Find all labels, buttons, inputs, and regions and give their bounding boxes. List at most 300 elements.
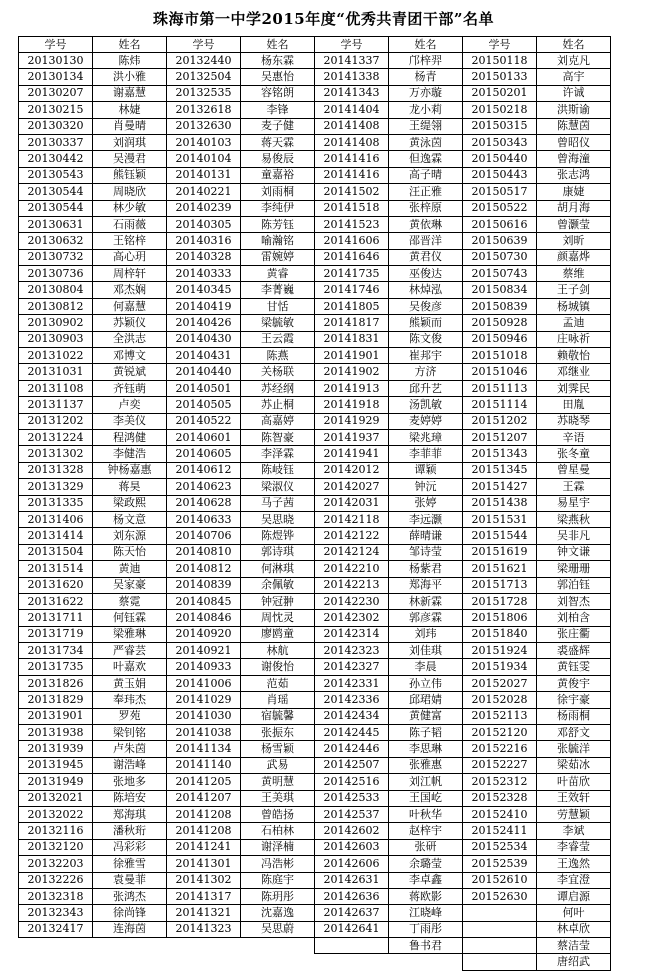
table-row <box>19 790 611 806</box>
student-name-cell: 劳慧颖 <box>537 806 611 822</box>
student-id-cell: 20142603 <box>315 839 389 855</box>
student-id-cell <box>19 938 93 954</box>
student-id-cell: 20131829 <box>19 692 93 708</box>
student-id-cell: 20142537 <box>315 806 389 822</box>
student-id-cell: 20150928 <box>463 315 537 331</box>
student-id-cell: 20151531 <box>463 511 537 527</box>
table-row <box>19 348 611 364</box>
student-id-cell: 20131406 <box>19 511 93 527</box>
student-id-cell: 20131711 <box>19 610 93 626</box>
student-name-cell: 黄睿 <box>241 266 315 282</box>
student-name-cell: 何淋琪 <box>241 561 315 577</box>
column-header: 姓名 <box>93 37 167 53</box>
student-name-cell: 陈煜铧 <box>241 528 315 544</box>
student-id-cell: 20142213 <box>315 577 389 593</box>
table-row <box>19 954 611 970</box>
student-name-cell: 孟迪 <box>537 315 611 331</box>
student-id-cell: 20130732 <box>19 249 93 265</box>
student-name-cell: 谢浩峰 <box>93 757 167 773</box>
student-id-cell: 20150133 <box>463 69 537 85</box>
student-id-cell: 20142533 <box>315 790 389 806</box>
student-id-cell: 20130736 <box>19 266 93 282</box>
student-name-cell: 陈天怡 <box>93 544 167 560</box>
student-id-cell: 20130902 <box>19 315 93 331</box>
student-id-cell: 20152630 <box>463 888 537 904</box>
column-header: 姓名 <box>241 37 315 53</box>
student-id-cell: 20141502 <box>315 184 389 200</box>
student-name-cell: 郑海琪 <box>93 806 167 822</box>
table-row <box>19 905 611 921</box>
student-name-cell: 李斌 <box>537 823 611 839</box>
student-name-cell: 曾昭仪 <box>537 134 611 150</box>
student-name-cell <box>389 954 463 970</box>
table-row <box>19 544 611 560</box>
student-name-cell: 李健浩 <box>93 446 167 462</box>
table-row <box>19 561 611 577</box>
student-id-cell <box>167 954 241 970</box>
student-name-cell: 宿毓馨 <box>241 708 315 724</box>
student-name-cell: 陈智豪 <box>241 429 315 445</box>
student-name-cell: 苏经纲 <box>241 380 315 396</box>
student-id-cell: 20150834 <box>463 282 537 298</box>
student-id-cell: 20131622 <box>19 593 93 609</box>
student-id-cell: 20150839 <box>463 298 537 314</box>
student-name-cell: 熊钰颖 <box>93 167 167 183</box>
header-row <box>19 37 611 53</box>
student-name-cell: 王云霞 <box>241 331 315 347</box>
student-id-cell: 20142118 <box>315 511 389 527</box>
student-name-cell: 易俊辰 <box>241 151 315 167</box>
student-name-cell: 曾海潼 <box>537 151 611 167</box>
table-row <box>19 364 611 380</box>
student-name-cell: 邱珺婧 <box>389 692 463 708</box>
student-name-cell: 冯浩彬 <box>241 856 315 872</box>
student-name-cell: 唐绍武 <box>537 954 611 970</box>
student-id-cell: 20130903 <box>19 331 93 347</box>
student-id-cell: 20140305 <box>167 216 241 232</box>
student-name-cell: 黄健富 <box>389 708 463 724</box>
table-row <box>19 134 611 150</box>
student-name-cell: 麦子健 <box>241 118 315 134</box>
student-name-cell: 邱升艺 <box>389 380 463 396</box>
student-id-cell: 20151114 <box>463 397 537 413</box>
student-name-cell: 李思琳 <box>389 741 463 757</box>
student-id-cell: 20131031 <box>19 364 93 380</box>
student-id-cell: 20140812 <box>167 561 241 577</box>
student-name-cell: 汤凯敏 <box>389 397 463 413</box>
student-id-cell: 20150743 <box>463 266 537 282</box>
student-id-cell: 20150201 <box>463 85 537 101</box>
table-row <box>19 102 611 118</box>
student-id-cell: 20151343 <box>463 446 537 462</box>
student-name-cell: 谭颖 <box>389 462 463 478</box>
student-name-cell: 李泽霖 <box>241 446 315 462</box>
student-name-cell: 刘玮 <box>389 626 463 642</box>
student-id-cell: 20142631 <box>315 872 389 888</box>
student-name-cell: 刘昕 <box>537 233 611 249</box>
student-id-cell: 20141404 <box>315 102 389 118</box>
student-id-cell: 20140601 <box>167 429 241 445</box>
student-id-cell: 20130543 <box>19 167 93 183</box>
student-name-cell: 赖敬怡 <box>537 348 611 364</box>
student-id-cell: 20142636 <box>315 888 389 904</box>
student-id-cell: 20141029 <box>167 692 241 708</box>
student-name-cell: 邝梓羿 <box>389 53 463 69</box>
student-name-cell: 康婕 <box>537 184 611 200</box>
student-id-cell: 20141323 <box>167 921 241 937</box>
student-id-cell: 20142122 <box>315 528 389 544</box>
student-name-cell: 何叶 <box>537 905 611 921</box>
student-id-cell: 20151113 <box>463 380 537 396</box>
table-row <box>19 626 611 642</box>
student-id-cell: 20141208 <box>167 823 241 839</box>
student-name-cell: 李美仪 <box>93 413 167 429</box>
student-name-cell: 梁毓敏 <box>241 315 315 331</box>
student-id-cell: 20151207 <box>463 429 537 445</box>
student-name-cell: 钟文谦 <box>537 544 611 560</box>
student-id-cell: 20140921 <box>167 643 241 659</box>
student-name-cell: 赵梓宇 <box>389 823 463 839</box>
student-name-cell: 童嘉裕 <box>241 167 315 183</box>
student-id-cell: 20152410 <box>463 806 537 822</box>
student-id-cell: 20132504 <box>167 69 241 85</box>
student-id-cell: 20141205 <box>167 774 241 790</box>
student-id-cell: 20150443 <box>463 167 537 183</box>
student-name-cell: 余佩敏 <box>241 577 315 593</box>
student-id-cell: 20140103 <box>167 134 241 150</box>
student-name-cell: 陈培安 <box>93 790 167 806</box>
table-row <box>19 511 611 527</box>
student-id-cell: 20131620 <box>19 577 93 593</box>
table-row <box>19 249 611 265</box>
student-name-cell: 杨紫君 <box>389 561 463 577</box>
table-row <box>19 282 611 298</box>
table-row <box>19 856 611 872</box>
student-name-cell: 陈炜 <box>93 53 167 69</box>
student-name-cell: 鲁书君 <box>389 938 463 954</box>
student-id-cell: 20142323 <box>315 643 389 659</box>
student-id-cell: 20142230 <box>315 593 389 609</box>
student-id-cell: 20150639 <box>463 233 537 249</box>
student-name-cell: 龙小莉 <box>389 102 463 118</box>
student-name-cell: 吴非凡 <box>537 528 611 544</box>
student-name-cell: 梁茹冰 <box>537 757 611 773</box>
student-name-cell: 周梓轩 <box>93 266 167 282</box>
student-name-cell: 陈庭宇 <box>241 872 315 888</box>
student-name-cell: 黄玉娟 <box>93 675 167 691</box>
student-id-cell: 20150517 <box>463 184 537 200</box>
student-name-cell: 谢俊怡 <box>241 659 315 675</box>
student-id-cell: 20140810 <box>167 544 241 560</box>
student-id-cell: 20150616 <box>463 216 537 232</box>
student-name-cell: 林卓欣 <box>537 921 611 937</box>
student-id-cell: 20152534 <box>463 839 537 855</box>
student-name-cell: 沈嘉逸 <box>241 905 315 921</box>
student-name-cell: 熊颖而 <box>389 315 463 331</box>
student-id-cell: 20152120 <box>463 725 537 741</box>
student-id-cell: 20131224 <box>19 429 93 445</box>
table-row <box>19 380 611 396</box>
student-name-cell: 李宜澄 <box>537 872 611 888</box>
student-id-cell: 20140612 <box>167 462 241 478</box>
student-name-cell: 吴思蔚 <box>241 921 315 937</box>
student-id-cell: 20152027 <box>463 675 537 691</box>
student-name-cell: 方济 <box>389 364 463 380</box>
student-name-cell: 杨雨桐 <box>537 708 611 724</box>
student-name-cell: 梁钊铭 <box>93 725 167 741</box>
student-id-cell: 20151621 <box>463 561 537 577</box>
student-id-cell: 20140706 <box>167 528 241 544</box>
table-row <box>19 446 611 462</box>
student-id-cell: 20141343 <box>315 85 389 101</box>
student-name-cell: 马子茜 <box>241 495 315 511</box>
student-name-cell: 关杨联 <box>241 364 315 380</box>
student-id-cell: 20141929 <box>315 413 389 429</box>
student-name-cell: 谢嘉慧 <box>93 85 167 101</box>
student-id-cell: 20142336 <box>315 692 389 708</box>
student-id-cell: 20132417 <box>19 921 93 937</box>
student-name-cell: 陈慧茵 <box>537 118 611 134</box>
student-name-cell: 杨雪颖 <box>241 741 315 757</box>
student-id-cell: 20130544 <box>19 200 93 216</box>
student-name-cell: 蒋天霖 <box>241 134 315 150</box>
student-id-cell: 20142331 <box>315 675 389 691</box>
student-id-cell: 20150946 <box>463 331 537 347</box>
student-id-cell <box>167 938 241 954</box>
student-name-cell <box>241 954 315 970</box>
student-name-cell: 吴思晓 <box>241 511 315 527</box>
student-name-cell: 曾皓扬 <box>241 806 315 822</box>
student-id-cell: 20141207 <box>167 790 241 806</box>
student-id-cell: 20130337 <box>19 134 93 150</box>
student-name-cell: 杨文意 <box>93 511 167 527</box>
student-id-cell: 20130134 <box>19 69 93 85</box>
table-row <box>19 315 611 331</box>
student-id-cell: 20140239 <box>167 200 241 216</box>
student-name-cell: 胡月海 <box>537 200 611 216</box>
student-id-cell: 20142210 <box>315 561 389 577</box>
student-id-cell: 20140430 <box>167 331 241 347</box>
student-id-cell: 20132226 <box>19 872 93 888</box>
student-name-cell: 陈玥彤 <box>241 888 315 904</box>
student-id-cell: 20141902 <box>315 364 389 380</box>
student-name-cell: 张冬童 <box>537 446 611 462</box>
student-id-cell: 20152328 <box>463 790 537 806</box>
table-row <box>19 921 611 937</box>
student-name-cell: 罗苑 <box>93 708 167 724</box>
student-name-cell: 杨城镇 <box>537 298 611 314</box>
student-id-cell: 20142302 <box>315 610 389 626</box>
column-header: 学号 <box>315 37 389 53</box>
student-name-cell: 黄明慧 <box>241 774 315 790</box>
student-id-cell: 20151202 <box>463 413 537 429</box>
student-id-cell: 20142641 <box>315 921 389 937</box>
student-id-cell: 20131202 <box>19 413 93 429</box>
student-id-cell: 20132630 <box>167 118 241 134</box>
student-id-cell: 20151924 <box>463 643 537 659</box>
student-id-cell: 20130632 <box>19 233 93 249</box>
table-row <box>19 429 611 445</box>
student-name-cell: 刘柏含 <box>537 610 611 626</box>
student-name-cell: 刘润琪 <box>93 134 167 150</box>
student-id-cell: 20132120 <box>19 839 93 855</box>
student-name-cell: 王国屹 <box>389 790 463 806</box>
student-name-cell: 徐雅雪 <box>93 856 167 872</box>
student-id-cell: 20131137 <box>19 397 93 413</box>
student-id-cell: 20141518 <box>315 200 389 216</box>
student-name-cell: 叶秋华 <box>389 806 463 822</box>
student-name-cell: 但逸霖 <box>389 151 463 167</box>
student-id-cell: 20141302 <box>167 872 241 888</box>
student-name-cell: 洪斯谕 <box>537 102 611 118</box>
student-id-cell: 20141918 <box>315 397 389 413</box>
student-name-cell: 邓舒文 <box>537 725 611 741</box>
student-name-cell: 容铭朗 <box>241 85 315 101</box>
table-row <box>19 823 611 839</box>
student-id-cell: 20131302 <box>19 446 93 462</box>
student-name-cell: 万亦璇 <box>389 85 463 101</box>
student-name-cell: 林婕 <box>93 102 167 118</box>
student-id-cell: 20141030 <box>167 708 241 724</box>
student-name-cell: 梁兆璋 <box>389 429 463 445</box>
student-name-cell: 薛晴谦 <box>389 528 463 544</box>
student-id-cell <box>315 954 389 970</box>
student-id-cell: 20151046 <box>463 364 537 380</box>
student-id-cell: 20131949 <box>19 774 93 790</box>
student-name-cell: 李菲菲 <box>389 446 463 462</box>
student-id-cell: 20151713 <box>463 577 537 593</box>
student-id-cell: 20141831 <box>315 331 389 347</box>
table-row <box>19 643 611 659</box>
student-name-cell: 苏颖仪 <box>93 315 167 331</box>
student-id-cell <box>463 921 537 937</box>
student-id-cell: 20140328 <box>167 249 241 265</box>
student-name-cell: 陈子韬 <box>389 725 463 741</box>
student-name-cell: 崔邦宇 <box>389 348 463 364</box>
student-name-cell: 郭彦霖 <box>389 610 463 626</box>
student-name-cell: 陈芳钰 <box>241 216 315 232</box>
student-id-cell: 20131414 <box>19 528 93 544</box>
student-id-cell: 20142602 <box>315 823 389 839</box>
student-id-cell: 20130130 <box>19 53 93 69</box>
student-name-cell: 张地多 <box>93 774 167 790</box>
student-name-cell: 石雨薇 <box>93 216 167 232</box>
student-name-cell: 刘东源 <box>93 528 167 544</box>
student-name-cell: 喻瀚铭 <box>241 233 315 249</box>
student-id-cell: 20130631 <box>19 216 93 232</box>
student-name-cell: 何嘉慧 <box>93 298 167 314</box>
student-id-cell: 20141408 <box>315 118 389 134</box>
table-row <box>19 839 611 855</box>
student-name-cell: 肖曼晴 <box>93 118 167 134</box>
student-name-cell: 甘恬 <box>241 298 315 314</box>
student-id-cell: 20140920 <box>167 626 241 642</box>
student-id-cell: 20140316 <box>167 233 241 249</box>
student-id-cell: 20141140 <box>167 757 241 773</box>
student-name-cell: 全洪志 <box>93 331 167 347</box>
student-id-cell: 20140419 <box>167 298 241 314</box>
column-header: 姓名 <box>389 37 463 53</box>
student-name-cell: 蔡霓 <box>93 593 167 609</box>
table-row <box>19 610 611 626</box>
student-name-cell: 陈岐钰 <box>241 462 315 478</box>
student-name-cell: 卢朱茵 <box>93 741 167 757</box>
student-id-cell: 20141208 <box>167 806 241 822</box>
student-name-cell: 曾灏莹 <box>537 216 611 232</box>
student-name-cell: 叶苗欣 <box>537 774 611 790</box>
table-row <box>19 774 611 790</box>
student-id-cell: 20141523 <box>315 216 389 232</box>
student-name-cell: 黄迪 <box>93 561 167 577</box>
student-id-cell: 20140104 <box>167 151 241 167</box>
student-id-cell: 20132535 <box>167 85 241 101</box>
student-name-cell: 林航 <box>241 643 315 659</box>
student-name-cell: 齐钰萌 <box>93 380 167 396</box>
student-name-cell: 刘雨桐 <box>241 184 315 200</box>
student-id-cell: 20150522 <box>463 200 537 216</box>
student-name-cell: 严睿芸 <box>93 643 167 659</box>
student-id-cell: 20141006 <box>167 675 241 691</box>
student-id-cell <box>19 954 93 970</box>
student-name-cell: 袁曼菲 <box>93 872 167 888</box>
student-id-cell: 20132021 <box>19 790 93 806</box>
table-row <box>19 692 611 708</box>
student-name-cell: 雷婉婷 <box>241 249 315 265</box>
student-id-cell: 20152113 <box>463 708 537 724</box>
student-name-cell: 梁燕秋 <box>537 511 611 527</box>
student-name-cell: 林少敏 <box>93 200 167 216</box>
student-name-cell: 张婷 <box>389 495 463 511</box>
student-name-cell: 张研 <box>389 839 463 855</box>
student-id-cell: 20152028 <box>463 692 537 708</box>
student-id-cell <box>315 938 389 954</box>
student-name-cell: 梁淑仪 <box>241 479 315 495</box>
student-id-cell <box>463 905 537 921</box>
student-name-cell: 邵晋洋 <box>389 233 463 249</box>
student-name-cell: 庄咏祈 <box>537 331 611 347</box>
student-name-cell: 郭泊钰 <box>537 577 611 593</box>
student-id-cell: 20150730 <box>463 249 537 265</box>
student-id-cell: 20131504 <box>19 544 93 560</box>
table-row <box>19 184 611 200</box>
student-name-cell: 黄锐斌 <box>93 364 167 380</box>
student-id-cell: 20140623 <box>167 479 241 495</box>
student-name-cell: 陈文俊 <box>389 331 463 347</box>
student-id-cell: 20141241 <box>167 839 241 855</box>
student-id-cell: 20131735 <box>19 659 93 675</box>
student-id-cell: 20132343 <box>19 905 93 921</box>
student-name-cell: 李晨 <box>389 659 463 675</box>
student-id-cell: 20131022 <box>19 348 93 364</box>
student-id-cell: 20131901 <box>19 708 93 724</box>
student-id-cell: 20152227 <box>463 757 537 773</box>
student-name-cell: 张鸿杰 <box>93 888 167 904</box>
student-name-cell: 李卓鑫 <box>389 872 463 888</box>
student-id-cell: 20142027 <box>315 479 389 495</box>
table-row <box>19 495 611 511</box>
student-id-cell: 20151018 <box>463 348 537 364</box>
student-id-cell: 20151728 <box>463 593 537 609</box>
table-row <box>19 331 611 347</box>
student-name-cell: 程鸿健 <box>93 429 167 445</box>
column-header: 学号 <box>167 37 241 53</box>
student-id-cell: 20152610 <box>463 872 537 888</box>
student-id-cell: 20151345 <box>463 462 537 478</box>
student-name-cell: 刘佳琪 <box>389 643 463 659</box>
student-id-cell: 20151438 <box>463 495 537 511</box>
student-name-cell: 许诚 <box>537 85 611 101</box>
student-id-cell: 20150343 <box>463 134 537 150</box>
